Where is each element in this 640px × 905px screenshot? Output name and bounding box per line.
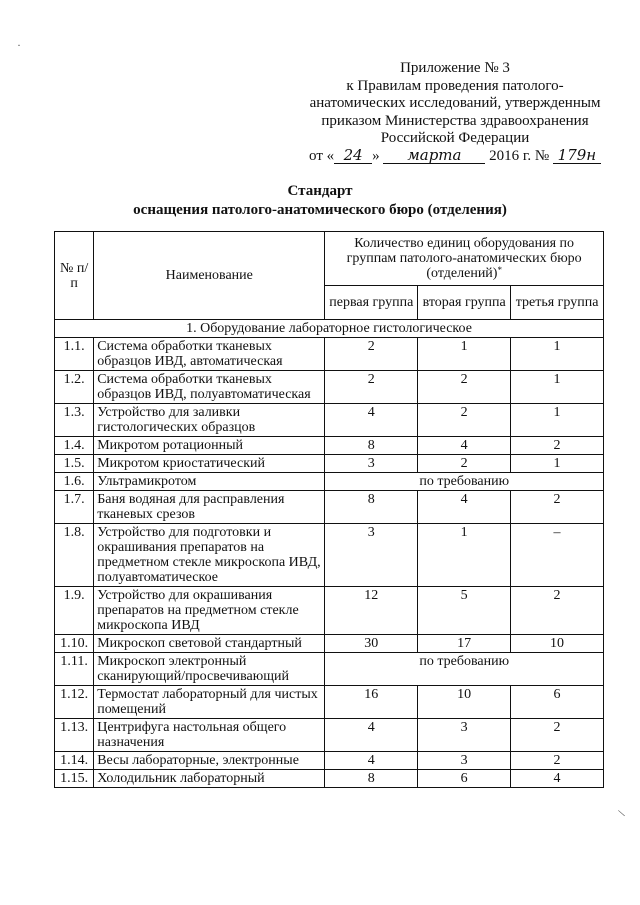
table-row <box>55 686 604 719</box>
handwritten-day: 24 <box>334 148 372 164</box>
row-group-2-value: 2 <box>418 455 511 473</box>
row-group-2-value: 1 <box>418 524 511 587</box>
row-group-1-value: 3 <box>325 455 418 473</box>
appendix-line: Приложение № 3 <box>400 60 510 76</box>
row-name: Устройство для заливки гистологических образцов <box>94 404 325 437</box>
row-name: Микроскоп световой стандартный <box>94 635 325 653</box>
row-group-1-value: 12 <box>325 587 418 635</box>
row-number: 1.4. <box>55 437 94 455</box>
row-group-1-value: 8 <box>325 491 418 524</box>
row-name: Центрифуга настольная общего назначения <box>94 719 325 752</box>
table-row <box>55 752 604 770</box>
appendix-line: анатомических исследований, утвержденным <box>309 95 601 111</box>
row-number: 1.9. <box>55 587 94 635</box>
header-group-3: третья группа <box>511 286 604 320</box>
year-text: 2016 г. № <box>489 147 550 164</box>
row-group-3-value: 2 <box>511 752 604 770</box>
row-group-3-value: 1 <box>511 338 604 371</box>
header-name: Наименование <box>94 232 325 320</box>
scan-speck: · <box>17 38 21 52</box>
table-row <box>55 455 604 473</box>
row-group-2-value: 6 <box>418 770 511 788</box>
table-row <box>55 635 604 653</box>
title-line-1: Стандарт <box>287 183 353 199</box>
row-group-1-value: 30 <box>325 635 418 653</box>
appendix-line: Российской Федерации <box>380 130 530 146</box>
appendix-line: приказом Министерства здравоохранения <box>321 112 589 129</box>
row-group-3-value: 2 <box>511 491 604 524</box>
table-row <box>55 404 604 437</box>
table-row <box>55 524 604 587</box>
row-number: 1.11. <box>55 653 94 686</box>
table-row <box>55 491 604 524</box>
row-group-2-value: 5 <box>418 587 511 635</box>
row-name: Микроскоп электронный сканирующий/просвечивающий <box>94 653 325 686</box>
handwritten-order-number: 179н <box>553 148 601 164</box>
row-group-1-value: 4 <box>325 404 418 437</box>
header-group-1: первая группа <box>325 286 418 320</box>
row-group-2-value: 17 <box>418 635 511 653</box>
footnote-mark: * <box>497 265 502 275</box>
table-row <box>55 473 604 491</box>
table-row <box>55 338 604 371</box>
order-date-line <box>295 145 615 166</box>
row-group-1-value: 4 <box>325 719 418 752</box>
appendix-line: к Правилам проведения патолого- <box>346 77 564 94</box>
document-title <box>0 182 640 220</box>
row-name: Устройство для подготовки и окрашивания препаратов на предметном стекле микроскопа ИВД, полуавтоматическое <box>94 524 325 587</box>
row-group-2-value: 4 <box>418 437 511 455</box>
row-name: Термостат лабораторный для чистых помещений <box>94 686 325 719</box>
row-group-1-value: 8 <box>325 437 418 455</box>
row-group-2-value: 3 <box>418 752 511 770</box>
row-number: 1.7. <box>55 491 94 524</box>
row-name: Система обработки тканевых образцов ИВД, автоматическая <box>94 338 325 371</box>
row-group-1-value: 2 <box>325 371 418 404</box>
row-number: 1.10. <box>55 635 94 653</box>
row-group-2-value: 3 <box>418 719 511 752</box>
table-row <box>55 770 604 788</box>
row-group-1-value: 2 <box>325 338 418 371</box>
header-quantity-text: Количество единиц оборудования по группам патолого-анатомических бюро (отделений) <box>346 236 582 281</box>
row-number: 1.13. <box>55 719 94 752</box>
row-name: Весы лабораторные, электронные <box>94 752 325 770</box>
row-name: Баня водяная для расправления тканевых срезов <box>94 491 325 524</box>
row-number: 1.8. <box>55 524 94 587</box>
equipment-table <box>54 231 604 788</box>
row-group-3-value: – <box>511 524 604 587</box>
row-number: 1.15. <box>55 770 94 788</box>
date-mid: » <box>372 147 380 164</box>
row-group-1-value: 4 <box>325 752 418 770</box>
header-group-2: вторая группа <box>418 286 511 320</box>
row-number: 1.1. <box>55 338 94 371</box>
row-number: 1.14. <box>55 752 94 770</box>
row-group-2-value: 1 <box>418 338 511 371</box>
row-group-2-value: 2 <box>418 404 511 437</box>
row-name: Ультрамикротом <box>94 473 325 491</box>
row-group-2-value: 2 <box>418 371 511 404</box>
row-group-3-value: 2 <box>511 587 604 635</box>
row-name: Микротом криостатический <box>94 455 325 473</box>
row-group-3-value: 10 <box>511 635 604 653</box>
table-row <box>55 437 604 455</box>
table-row <box>55 719 604 752</box>
row-group-3-value: 1 <box>511 455 604 473</box>
row-group-3-value: 4 <box>511 770 604 788</box>
row-number: 1.12. <box>55 686 94 719</box>
table-row <box>55 371 604 404</box>
header-num: № п/п <box>55 232 94 320</box>
row-number: 1.6. <box>55 473 94 491</box>
row-name: Холодильник лабораторный <box>94 770 325 788</box>
row-group-3-value: 6 <box>511 686 604 719</box>
row-group-3-value: 2 <box>511 437 604 455</box>
section-title: 1. Оборудование лабораторное гистологическое <box>55 320 604 338</box>
header-quantity <box>325 232 604 286</box>
appendix-header <box>295 60 615 165</box>
row-group-3-value: 2 <box>511 719 604 752</box>
title-line-2: оснащения патолого-анатомического бюро (отделения) <box>133 202 507 218</box>
row-group-2-value: 10 <box>418 686 511 719</box>
handwritten-month: марта <box>383 148 485 164</box>
row-group-1-value: 3 <box>325 524 418 587</box>
row-name: Система обработки тканевых образцов ИВД, полуавтоматическая <box>94 371 325 404</box>
row-name: Микротом ротационный <box>94 437 325 455</box>
date-prefix: от « <box>309 147 335 164</box>
row-group-2-value: 4 <box>418 491 511 524</box>
row-number: 1.2. <box>55 371 94 404</box>
row-group-1-value: 16 <box>325 686 418 719</box>
table-row <box>55 587 604 635</box>
scan-mark: \ <box>616 806 627 820</box>
row-name: Устройство для окрашивания препаратов на предметном стекле микроскопа ИВД <box>94 587 325 635</box>
row-group-3-value: 1 <box>511 404 604 437</box>
row-group-1-value: 8 <box>325 770 418 788</box>
row-merged-value: по требованию <box>325 473 604 491</box>
table-row <box>55 653 604 686</box>
row-number: 1.5. <box>55 455 94 473</box>
row-merged-value: по требованию <box>325 653 604 686</box>
row-number: 1.3. <box>55 404 94 437</box>
row-group-3-value: 1 <box>511 371 604 404</box>
